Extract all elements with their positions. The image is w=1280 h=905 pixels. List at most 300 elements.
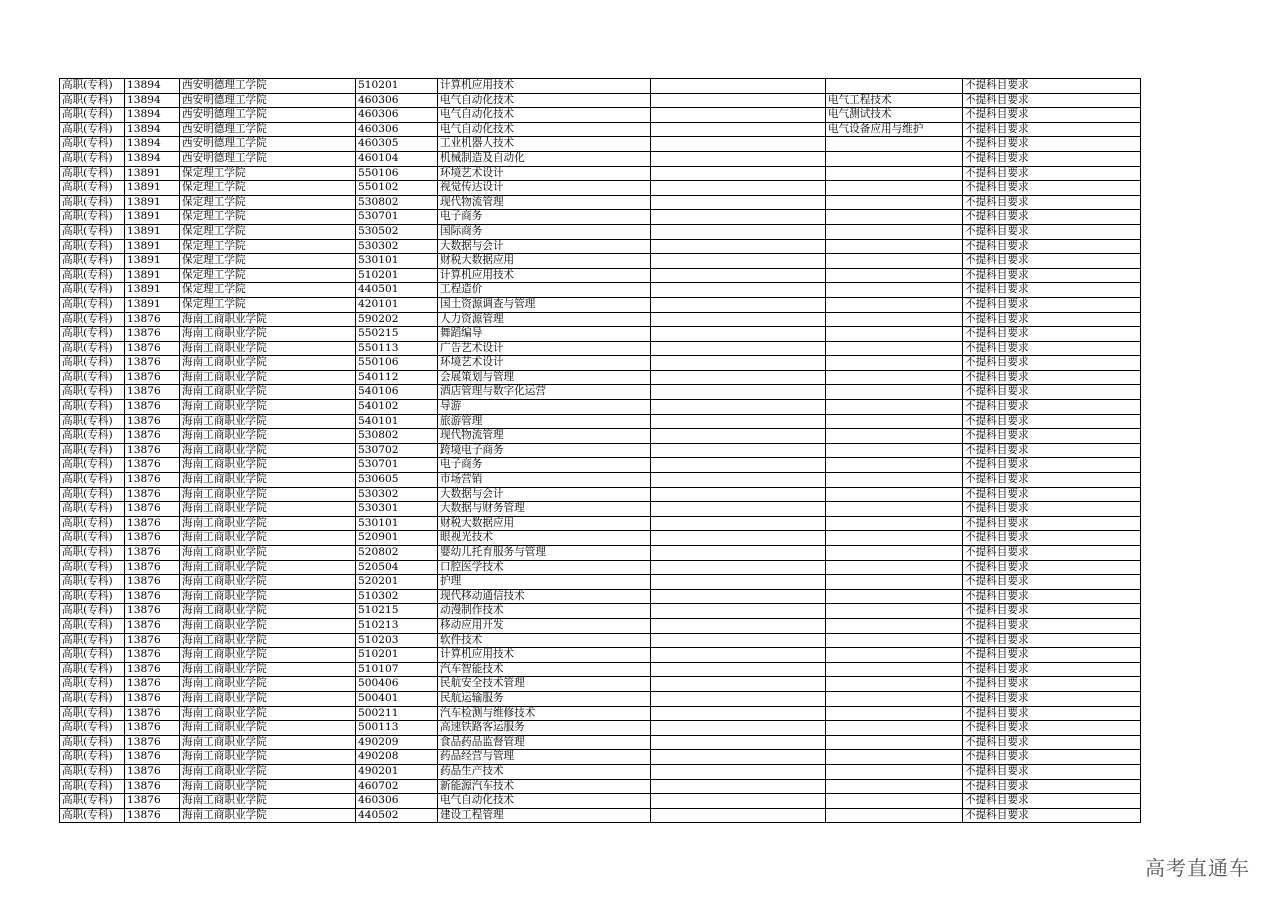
major-name-cell: 会展策划与管理 (438, 370, 651, 385)
level-cell: 高职(专科) (60, 151, 125, 166)
school-name-cell: 海南工商职业学院 (180, 764, 356, 779)
subject-requirement-cell: 不提科目要求 (963, 268, 1141, 283)
sub-major-cell (826, 648, 963, 663)
subject-requirement-cell: 不提科目要求 (963, 721, 1141, 736)
table-row (60, 195, 1141, 210)
sub-major-cell (826, 181, 963, 196)
school-code-cell: 13894 (125, 122, 180, 137)
major-code-cell: 510201 (356, 268, 438, 283)
note-cell (651, 560, 826, 575)
sub-major-cell (826, 691, 963, 706)
level-cell: 高职(专科) (60, 458, 125, 473)
table-row (60, 721, 1141, 736)
school-name-cell: 保定理工学院 (180, 268, 356, 283)
subject-requirement-cell: 不提科目要求 (963, 79, 1141, 94)
sub-major-cell (826, 779, 963, 794)
subject-requirement-cell: 不提科目要求 (963, 239, 1141, 254)
school-code-cell: 13891 (125, 239, 180, 254)
sub-major-cell (826, 268, 963, 283)
table-row (60, 224, 1141, 239)
school-name-cell: 西安明德理工学院 (180, 79, 356, 94)
major-code-cell: 440502 (356, 808, 438, 823)
sub-major-cell (826, 764, 963, 779)
note-cell (651, 385, 826, 400)
school-code-cell: 13876 (125, 794, 180, 809)
major-name-cell: 动漫制作技术 (438, 604, 651, 619)
major-code-cell: 490209 (356, 735, 438, 750)
table-row (60, 370, 1141, 385)
major-code-cell: 460305 (356, 137, 438, 152)
subject-requirement-cell: 不提科目要求 (963, 531, 1141, 546)
table-row (60, 283, 1141, 298)
major-code-cell: 420101 (356, 297, 438, 312)
level-cell: 高职(专科) (60, 662, 125, 677)
sub-major-cell: 电气测试技术 (826, 108, 963, 123)
school-name-cell: 保定理工学院 (180, 210, 356, 225)
major-name-cell: 电气自动化技术 (438, 122, 651, 137)
sub-major-cell (826, 239, 963, 254)
subject-requirement-cell: 不提科目要求 (963, 473, 1141, 488)
school-code-cell: 13876 (125, 808, 180, 823)
table-row (60, 502, 1141, 517)
level-cell: 高职(专科) (60, 297, 125, 312)
level-cell: 高职(专科) (60, 385, 125, 400)
table-row (60, 677, 1141, 692)
school-name-cell: 海南工商职业学院 (180, 312, 356, 327)
major-name-cell: 现代物流管理 (438, 429, 651, 444)
level-cell: 高职(专科) (60, 604, 125, 619)
level-cell: 高职(专科) (60, 677, 125, 692)
school-name-cell: 海南工商职业学院 (180, 618, 356, 633)
major-code-cell: 540102 (356, 400, 438, 415)
major-code-cell: 530701 (356, 458, 438, 473)
major-code-cell: 500406 (356, 677, 438, 692)
school-name-cell: 保定理工学院 (180, 195, 356, 210)
note-cell (651, 779, 826, 794)
level-cell: 高职(专科) (60, 750, 125, 765)
level-cell: 高职(专科) (60, 546, 125, 561)
level-cell: 高职(专科) (60, 443, 125, 458)
note-cell (651, 122, 826, 137)
sub-major-cell (826, 356, 963, 371)
school-code-cell: 13876 (125, 414, 180, 429)
school-code-cell: 13876 (125, 691, 180, 706)
major-name-cell: 口腔医学技术 (438, 560, 651, 575)
sub-major-cell (826, 750, 963, 765)
subject-requirement-cell: 不提科目要求 (963, 297, 1141, 312)
table-row (60, 356, 1141, 371)
major-name-cell: 视觉传达设计 (438, 181, 651, 196)
major-name-cell: 大数据与会计 (438, 487, 651, 502)
school-name-cell: 海南工商职业学院 (180, 691, 356, 706)
school-name-cell: 海南工商职业学院 (180, 356, 356, 371)
level-cell: 高职(专科) (60, 400, 125, 415)
school-code-cell: 13876 (125, 516, 180, 531)
table-row (60, 750, 1141, 765)
school-name-cell: 西安明德理工学院 (180, 137, 356, 152)
major-code-cell: 510215 (356, 604, 438, 619)
major-name-cell: 药品经营与管理 (438, 750, 651, 765)
major-code-cell: 460306 (356, 794, 438, 809)
note-cell (651, 531, 826, 546)
table-row (60, 122, 1141, 137)
table-row (60, 400, 1141, 415)
level-cell: 高职(专科) (60, 356, 125, 371)
subject-requirement-cell: 不提科目要求 (963, 254, 1141, 269)
level-cell: 高职(专科) (60, 108, 125, 123)
subject-requirement-cell: 不提科目要求 (963, 560, 1141, 575)
school-name-cell: 海南工商职业学院 (180, 443, 356, 458)
note-cell (651, 458, 826, 473)
sub-major-cell (826, 677, 963, 692)
school-code-cell: 13876 (125, 473, 180, 488)
school-code-cell: 13876 (125, 618, 180, 633)
level-cell: 高职(专科) (60, 327, 125, 342)
major-name-cell: 计算机应用技术 (438, 79, 651, 94)
sub-major-cell (826, 589, 963, 604)
level-cell: 高职(专科) (60, 79, 125, 94)
major-name-cell: 旅游管理 (438, 414, 651, 429)
note-cell (651, 516, 826, 531)
major-name-cell: 大数据与会计 (438, 239, 651, 254)
level-cell: 高职(专科) (60, 764, 125, 779)
sub-major-cell (826, 546, 963, 561)
note-cell (651, 181, 826, 196)
table-body (60, 79, 1141, 823)
school-name-cell: 海南工商职业学院 (180, 575, 356, 590)
table-row (60, 706, 1141, 721)
major-code-cell: 510107 (356, 662, 438, 677)
sub-major-cell (826, 224, 963, 239)
level-cell: 高职(专科) (60, 122, 125, 137)
school-code-cell: 13876 (125, 400, 180, 415)
sub-major-cell (826, 662, 963, 677)
level-cell: 高职(专科) (60, 239, 125, 254)
major-code-cell: 490201 (356, 764, 438, 779)
sub-major-cell (826, 618, 963, 633)
major-code-cell: 460702 (356, 779, 438, 794)
school-name-cell: 保定理工学院 (180, 254, 356, 269)
subject-requirement-cell: 不提科目要求 (963, 327, 1141, 342)
school-name-cell: 海南工商职业学院 (180, 429, 356, 444)
note-cell (651, 487, 826, 502)
sub-major-cell (826, 400, 963, 415)
note-cell (651, 297, 826, 312)
school-code-cell: 13876 (125, 487, 180, 502)
level-cell: 高职(专科) (60, 268, 125, 283)
table-row (60, 312, 1141, 327)
major-name-cell: 大数据与财务管理 (438, 502, 651, 517)
note-cell (651, 721, 826, 736)
level-cell: 高职(专科) (60, 575, 125, 590)
level-cell: 高职(专科) (60, 779, 125, 794)
school-name-cell: 海南工商职业学院 (180, 487, 356, 502)
school-code-cell: 13876 (125, 648, 180, 663)
major-name-cell: 电气自动化技术 (438, 93, 651, 108)
school-code-cell: 13876 (125, 385, 180, 400)
major-name-cell: 汽车智能技术 (438, 662, 651, 677)
level-cell: 高职(专科) (60, 283, 125, 298)
sub-major-cell (826, 721, 963, 736)
major-code-cell: 440501 (356, 283, 438, 298)
major-name-cell: 电子商务 (438, 210, 651, 225)
subject-requirement-cell: 不提科目要求 (963, 137, 1141, 152)
major-name-cell: 现代物流管理 (438, 195, 651, 210)
major-code-cell: 500211 (356, 706, 438, 721)
table-row (60, 210, 1141, 225)
level-cell: 高职(专科) (60, 254, 125, 269)
school-code-cell: 13876 (125, 531, 180, 546)
sub-major-cell: 电气设备应用与维护 (826, 122, 963, 137)
note-cell (651, 502, 826, 517)
sub-major-cell (826, 151, 963, 166)
note-cell (651, 808, 826, 823)
major-code-cell: 540106 (356, 385, 438, 400)
school-code-cell: 13894 (125, 151, 180, 166)
school-code-cell: 13894 (125, 137, 180, 152)
subject-requirement-cell: 不提科目要求 (963, 341, 1141, 356)
major-name-cell: 工业机器人技术 (438, 137, 651, 152)
major-name-cell: 高速铁路客运服务 (438, 721, 651, 736)
note-cell (651, 750, 826, 765)
table-row (60, 137, 1141, 152)
school-code-cell: 13891 (125, 254, 180, 269)
level-cell: 高职(专科) (60, 312, 125, 327)
table-row (60, 93, 1141, 108)
table-row (60, 429, 1141, 444)
note-cell (651, 604, 826, 619)
sub-major-cell (826, 531, 963, 546)
note-cell (651, 589, 826, 604)
school-code-cell: 13876 (125, 443, 180, 458)
table-row (60, 808, 1141, 823)
table-row (60, 79, 1141, 94)
level-cell: 高职(专科) (60, 166, 125, 181)
major-name-cell: 婴幼儿托育服务与管理 (438, 546, 651, 561)
subject-requirement-cell: 不提科目要求 (963, 122, 1141, 137)
table-row (60, 327, 1141, 342)
major-code-cell: 530802 (356, 429, 438, 444)
note-cell (651, 764, 826, 779)
note-cell (651, 239, 826, 254)
major-name-cell: 计算机应用技术 (438, 268, 651, 283)
level-cell: 高职(专科) (60, 794, 125, 809)
note-cell (651, 166, 826, 181)
note-cell (651, 283, 826, 298)
table-row (60, 151, 1141, 166)
major-name-cell: 眼视光技术 (438, 531, 651, 546)
subject-requirement-cell: 不提科目要求 (963, 648, 1141, 663)
table-row (60, 108, 1141, 123)
school-code-cell: 13876 (125, 764, 180, 779)
watermark-text: 高考直通车 (1145, 856, 1250, 880)
level-cell: 高职(专科) (60, 648, 125, 663)
table-row (60, 633, 1141, 648)
note-cell (651, 473, 826, 488)
school-code-cell: 13876 (125, 560, 180, 575)
major-code-cell: 510213 (356, 618, 438, 633)
school-name-cell: 海南工商职业学院 (180, 473, 356, 488)
school-name-cell: 海南工商职业学院 (180, 414, 356, 429)
note-cell (651, 312, 826, 327)
level-cell: 高职(专科) (60, 210, 125, 225)
admissions-table (59, 78, 1141, 823)
school-name-cell: 海南工商职业学院 (180, 341, 356, 356)
level-cell: 高职(专科) (60, 473, 125, 488)
major-code-cell: 530101 (356, 254, 438, 269)
note-cell (651, 414, 826, 429)
school-code-cell: 13876 (125, 370, 180, 385)
school-name-cell: 海南工商职业学院 (180, 546, 356, 561)
note-cell (651, 224, 826, 239)
school-name-cell: 保定理工学院 (180, 166, 356, 181)
school-code-cell: 13876 (125, 721, 180, 736)
table-row (60, 691, 1141, 706)
sub-major-cell (826, 254, 963, 269)
level-cell: 高职(专科) (60, 341, 125, 356)
major-code-cell: 460306 (356, 108, 438, 123)
major-code-cell: 530702 (356, 443, 438, 458)
major-code-cell: 520504 (356, 560, 438, 575)
school-name-cell: 海南工商职业学院 (180, 502, 356, 517)
school-code-cell: 13876 (125, 575, 180, 590)
major-code-cell: 550106 (356, 356, 438, 371)
level-cell: 高职(专科) (60, 370, 125, 385)
major-code-cell: 520901 (356, 531, 438, 546)
school-code-cell: 13876 (125, 604, 180, 619)
school-name-cell: 海南工商职业学院 (180, 794, 356, 809)
sub-major-cell (826, 604, 963, 619)
table-row (60, 546, 1141, 561)
school-name-cell: 海南工商职业学院 (180, 706, 356, 721)
major-code-cell: 550113 (356, 341, 438, 356)
school-code-cell: 13876 (125, 662, 180, 677)
school-name-cell: 保定理工学院 (180, 224, 356, 239)
sub-major-cell (826, 575, 963, 590)
school-code-cell: 13876 (125, 546, 180, 561)
level-cell: 高职(专科) (60, 706, 125, 721)
level-cell: 高职(专科) (60, 414, 125, 429)
major-code-cell: 520802 (356, 546, 438, 561)
note-cell (651, 443, 826, 458)
table-row (60, 443, 1141, 458)
sub-major-cell (826, 283, 963, 298)
table-row (60, 589, 1141, 604)
major-code-cell: 530302 (356, 487, 438, 502)
major-code-cell: 510201 (356, 648, 438, 663)
major-name-cell: 财税大数据应用 (438, 254, 651, 269)
subject-requirement-cell: 不提科目要求 (963, 546, 1141, 561)
major-name-cell: 民航运输服务 (438, 691, 651, 706)
sub-major-cell (826, 79, 963, 94)
school-code-cell: 13891 (125, 297, 180, 312)
major-code-cell: 530802 (356, 195, 438, 210)
subject-requirement-cell: 不提科目要求 (963, 487, 1141, 502)
table-row (60, 473, 1141, 488)
school-code-cell: 13876 (125, 312, 180, 327)
note-cell (651, 341, 826, 356)
school-code-cell: 13876 (125, 677, 180, 692)
sub-major-cell (826, 516, 963, 531)
level-cell: 高职(专科) (60, 633, 125, 648)
table-row (60, 604, 1141, 619)
school-code-cell: 13876 (125, 458, 180, 473)
note-cell (651, 195, 826, 210)
table-row (60, 297, 1141, 312)
note-cell (651, 575, 826, 590)
sub-major-cell (826, 327, 963, 342)
note-cell (651, 268, 826, 283)
major-name-cell: 软件技术 (438, 633, 651, 648)
table-row (60, 385, 1141, 400)
major-name-cell: 民航安全技术管理 (438, 677, 651, 692)
school-code-cell: 13891 (125, 283, 180, 298)
note-cell (651, 151, 826, 166)
school-name-cell: 海南工商职业学院 (180, 662, 356, 677)
major-name-cell: 现代移动通信技术 (438, 589, 651, 604)
subject-requirement-cell: 不提科目要求 (963, 181, 1141, 196)
sub-major-cell (826, 794, 963, 809)
school-name-cell: 海南工商职业学院 (180, 516, 356, 531)
table-row (60, 516, 1141, 531)
subject-requirement-cell: 不提科目要求 (963, 400, 1141, 415)
school-code-cell: 13876 (125, 750, 180, 765)
school-name-cell: 海南工商职业学院 (180, 735, 356, 750)
major-code-cell: 550106 (356, 166, 438, 181)
major-name-cell: 护理 (438, 575, 651, 590)
level-cell: 高职(专科) (60, 721, 125, 736)
table-row (60, 414, 1141, 429)
school-name-cell: 海南工商职业学院 (180, 648, 356, 663)
school-name-cell: 海南工商职业学院 (180, 385, 356, 400)
major-code-cell: 540112 (356, 370, 438, 385)
school-code-cell: 13876 (125, 706, 180, 721)
school-code-cell: 13891 (125, 224, 180, 239)
major-code-cell: 550215 (356, 327, 438, 342)
note-cell (651, 210, 826, 225)
school-name-cell: 保定理工学院 (180, 239, 356, 254)
major-name-cell: 市场营销 (438, 473, 651, 488)
school-name-cell: 海南工商职业学院 (180, 400, 356, 415)
school-code-cell: 13876 (125, 341, 180, 356)
school-name-cell: 西安明德理工学院 (180, 93, 356, 108)
major-name-cell: 舞蹈编导 (438, 327, 651, 342)
subject-requirement-cell: 不提科目要求 (963, 414, 1141, 429)
major-code-cell: 460104 (356, 151, 438, 166)
school-name-cell: 海南工商职业学院 (180, 531, 356, 546)
level-cell: 高职(专科) (60, 560, 125, 575)
major-name-cell: 建设工程管理 (438, 808, 651, 823)
note-cell (651, 662, 826, 677)
major-code-cell: 490208 (356, 750, 438, 765)
level-cell: 高职(专科) (60, 808, 125, 823)
note-cell (651, 137, 826, 152)
level-cell: 高职(专科) (60, 487, 125, 502)
school-name-cell: 海南工商职业学院 (180, 370, 356, 385)
major-code-cell: 530502 (356, 224, 438, 239)
major-code-cell: 520201 (356, 575, 438, 590)
level-cell: 高职(专科) (60, 516, 125, 531)
sub-major-cell (826, 560, 963, 575)
subject-requirement-cell: 不提科目要求 (963, 706, 1141, 721)
table-row (60, 487, 1141, 502)
level-cell: 高职(专科) (60, 589, 125, 604)
subject-requirement-cell: 不提科目要求 (963, 633, 1141, 648)
major-code-cell: 530101 (356, 516, 438, 531)
major-code-cell: 530605 (356, 473, 438, 488)
school-name-cell: 海南工商职业学院 (180, 779, 356, 794)
major-name-cell: 电气自动化技术 (438, 108, 651, 123)
